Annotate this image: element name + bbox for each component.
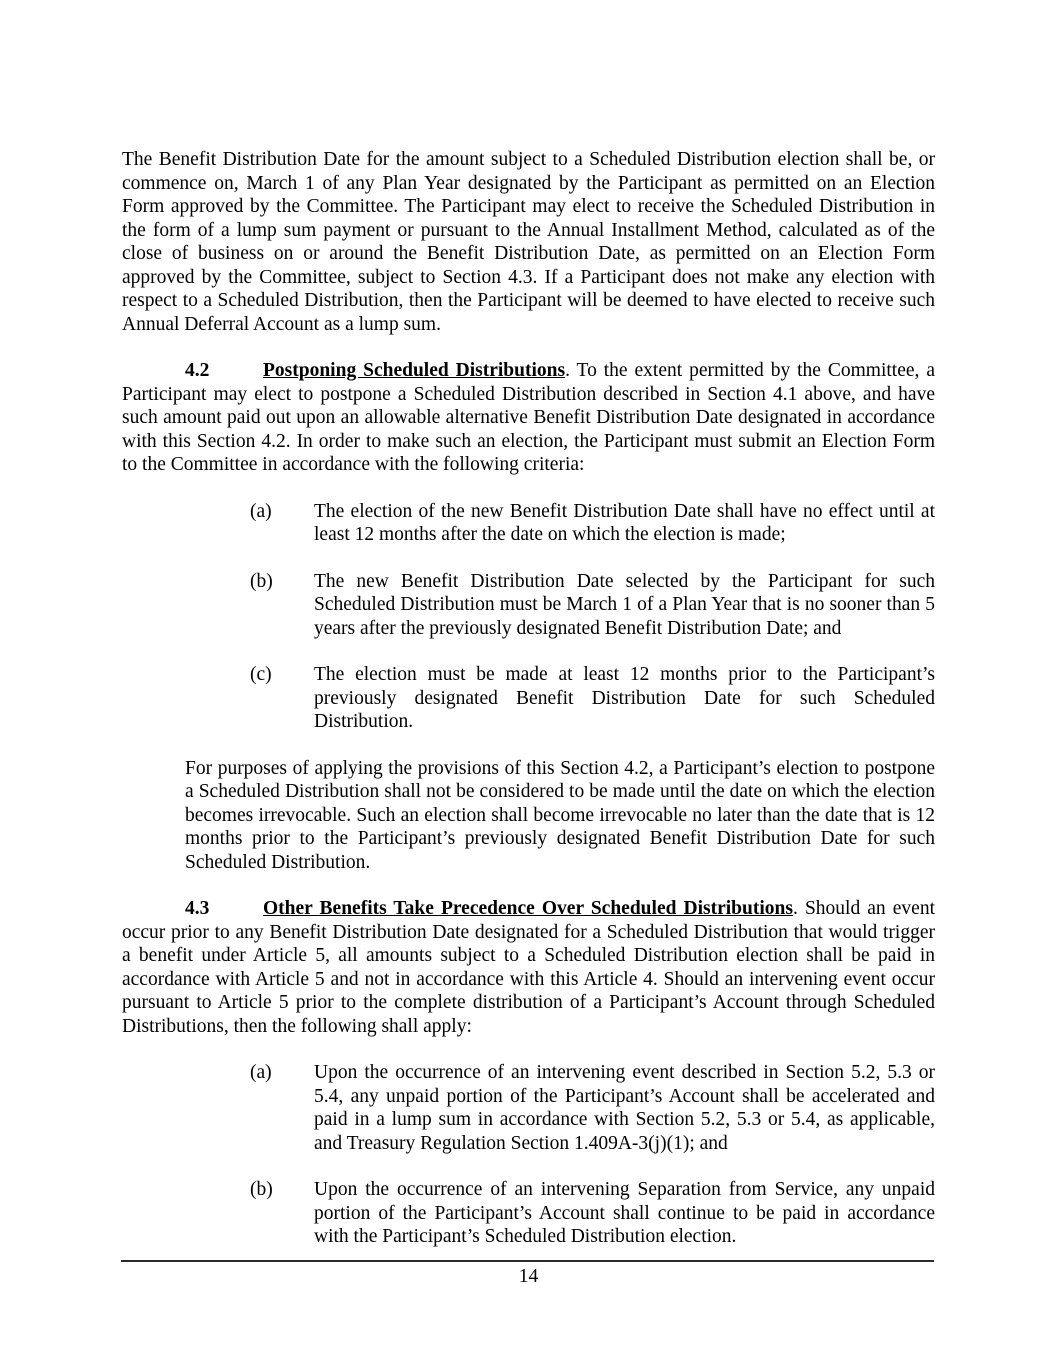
list-marker: (b)	[250, 570, 273, 592]
section-4-2-number: 4.2	[185, 360, 210, 381]
list-item-4-3-b	[250, 1178, 935, 1249]
list-marker: (c)	[250, 664, 272, 685]
section-4-2-paragraph	[122, 359, 935, 477]
page-number: 14	[518, 1266, 539, 1287]
list-item-4-2-a	[250, 500, 935, 547]
list-item-4-3-a	[250, 1061, 935, 1155]
section-4-2-body: . To the extent permitted by the Committee, a Participant may elect to postpone a Scheduled Distribution described in Section 4.1 above, and have such amount paid out upon an allowable alternative Benefit Distribution Date designated in accordance with this Section 4.2. In order to make such an election, the Participant must submit an Election Form to the Committee in accordance with the following criteria:	[122, 360, 935, 475]
intro-paragraph: The Benefit Distribution Date for the amount subject to a Scheduled Distribution election shall be, or commence on, March 1 of any Plan Year designated by the Participant as permitted on an Election Form approved by the Committee. The Participant may elect to receive the Scheduled Distribution in the form of a lump sum payment or pursuant to the Annual Installment Method, calculated as of the close of business on or around the Benefit Distribution Date, as permitted on an Election Form approved by the Committee, subject to Section 4.3. If a Participant does not make any election with respect to a Scheduled Distribution, then the Participant will be deemed to have elected to receive such Annual Deferral Account as a lump sum.	[122, 149, 935, 335]
list-marker: (a)	[250, 1062, 272, 1083]
list-marker: (a)	[250, 500, 272, 522]
list-text: Upon the occurrence of an intervening event described in Section 5.2, 5.3 or 5.4, any unpaid portion of the Participant’s Account shall be accelerated and paid in a lump sum in accordance with Section 5.2, 5.3 or 5.4, as applicable, and Treasury Regulation Section 1.409A-3(j)(1); and	[314, 1062, 935, 1154]
list-marker: (b)	[250, 1179, 273, 1200]
section-4-3-number: 4.3	[185, 898, 210, 919]
list-text: The election must be made at least 12 months prior to the Participant’s previously designated Benefit Distribution Date for such Scheduled Distribution.	[314, 664, 935, 732]
list-item-4-2-c	[250, 663, 935, 734]
footer-divider	[121, 1260, 934, 1262]
list-item-4-2-b	[250, 570, 935, 641]
section-4-3-body: . Should an event occur prior to any Benefit Distribution Date designated for a Scheduled Distribution that would trigger a benefit under Article 5, all amounts subject to a Scheduled Distribution election shall be paid in accordance with Article 5 and not in accordance with this Article 4. Should an intervening event occur pursuant to Article 5 prior to the complete distribution of a Participant’s Account through Scheduled Distributions, then the following shall apply:	[122, 898, 935, 1037]
section-4-2-closing-paragraph: For purposes of applying the provisions of this Section 4.2, a Participant’s election to postpone a Scheduled Distribution shall not be considered to be made until the date on which the election becomes irrevocable. Such an election shall become irrevocable no later than the date that is 12 months prior to the Participant’s previously designated Benefit Distribution Date for such Scheduled Distribution.	[185, 757, 935, 873]
list-text: The new Benefit Distribution Date selected by the Participant for such Scheduled Distribution must be March 1 of a Plan Year that is no sooner than 5 years after the previously designated Benefit Distribution Date; and	[314, 570, 935, 639]
list-text: Upon the occurrence of an intervening Separation from Service, any unpaid portion of the Participant’s Account shall continue to be paid in accordance with the Participant’s Scheduled Distribution election.	[314, 1179, 935, 1247]
section-4-3-heading: Other Benefits Take Precedence Over Scheduled Distributions	[263, 898, 793, 919]
document-content	[122, 148, 935, 1272]
section-4-2-heading: Postponing Scheduled Distributions	[263, 360, 566, 381]
section-4-3-paragraph	[122, 897, 935, 1038]
list-text: The election of the new Benefit Distribution Date shall have no effect until at least 12 months after the date on which the election is made;	[314, 500, 935, 545]
